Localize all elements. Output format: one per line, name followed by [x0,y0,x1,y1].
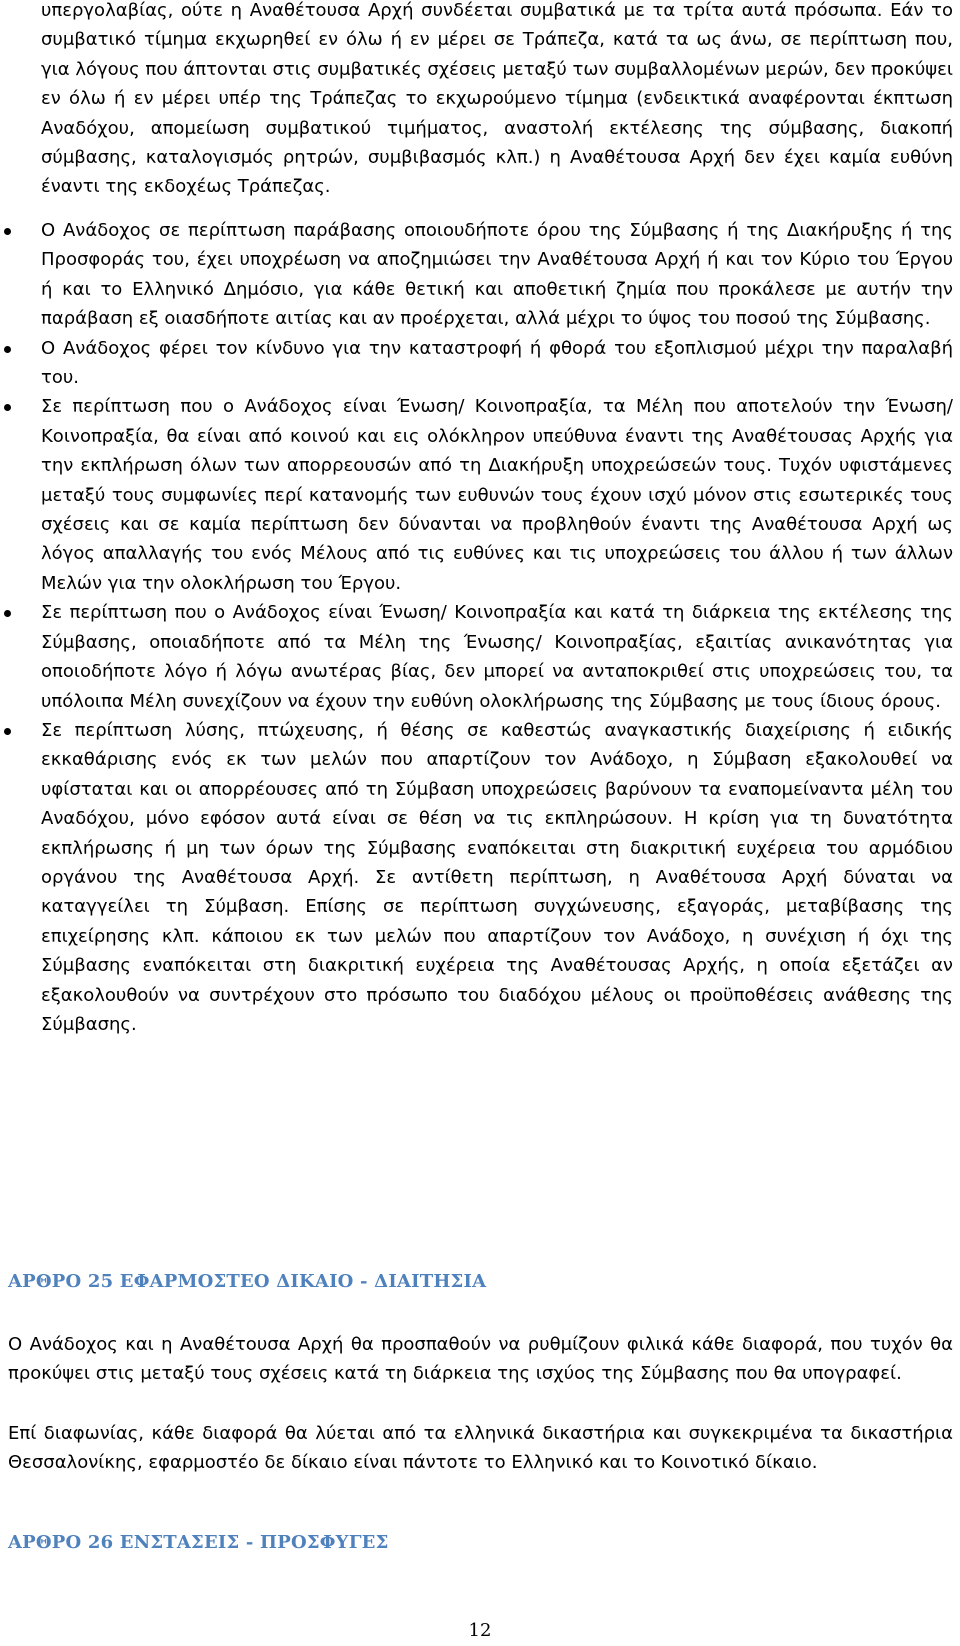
bullet-icon [4,404,11,411]
list-item [0,598,953,716]
article-26-heading: ΑΡΘΡΟ 26 ΕΝΣΤΑΣΕΙΣ - ΠΡΟΣΦΥΓΕΣ [8,1532,389,1553]
bullet-icon [4,728,11,735]
bullet-icon [4,610,11,617]
page-number: 12 [468,1620,492,1641]
list-item-text: Ο Ανάδοχος φέρει τον κίνδυνο για την καταστροφή ή φθορά του εξοπλισμού μέχρι την παραλαβή του. [41,337,953,389]
list-item [0,716,953,1039]
list-item [0,334,953,393]
continuation-paragraph: υπεργολαβίας, ούτε η Αναθέτουσα Αρχή συνδέεται συμβατικά με τα τρίτα αυτά πρόσωπα. Εάν το συμβατικό τίμημα εκχωρηθεί εν όλω ή εν μέρει σε Τράπεζα, κατά τα ως άνω, σε περίπτωση που, για λόγους που άπτονται στις συμβατικές σχέσεις μεταξύ των συμβαλλομένων μερών, δεν προκύψει εν όλω ή εν μέρει υπέρ της Τράπεζας το εκχωρούμενο τίμημα (ενδεικτικά αναφέρονται έκπτωση Αναδόχου, απομείωση συμβατικού τιμήματος, αναστολή εκτέλεσης της σύμβασης, διακοπή σύμβασης, καταλογισμός ρητρών, συμβιβασμός κλπ.) η Αναθέτουσα Αρχή δεν έχει καμία ευθύνη έναντι της εκδοχέως Τράπεζας. [41,0,953,198]
article-25-heading: ΑΡΘΡΟ 25 ΕΦΑΡΜΟΣΤΕΟ ΔΙΚΑΙΟ - ΔΙΑΙΤΗΣΙΑ [8,1271,487,1292]
list-item-text: Ο Ανάδοχος σε περίπτωση παράβασης οποιουδήποτε όρου της Σύμβασης ή της Διακήρυξης ή της Προσφοράς του, έχει υποχρέωση να αποζημιώσει την Αναθέτουσα Αρχή ή και τον Κύριο του Έργου ή και το Ελληνικό Δημόσιο, για κάθε θετική και αποθετική ζημία που προκάλεσε με αυτήν την παράβαση εξ οιασδήποτε αιτίας και αν προέρχεται, αλλά μέχρι το ύψος του ποσού της Σύμβασης. [41,220,953,330]
list-item [0,216,953,334]
obligations-list [0,216,960,1039]
bullet-icon [4,346,11,353]
list-item [0,392,953,598]
article-25-paragraph-2: Επί διαφωνίας, κάθε διαφορά θα λύεται από τα ελληνικά δικαστήρια και συγκεκριμένα τα δικαστήρια Θεσσαλονίκης, εφαρμοστέο δε δίκαιο είναι πάντοτε το Ελληνικό και το Κοινοτικό δίκαιο. [8,1423,953,1474]
article-25-paragraph-1: Ο Ανάδοχος και η Αναθέτουσα Αρχή θα προσπαθούν να ρυθμίζουν φιλικά κάθε διαφορά, που τυχόν θα προκύψει στις μεταξύ τους σχέσεις κατά τη διάρκεια της ισχύος της Σύμβασης που θα υπογραφεί. [8,1334,953,1385]
list-item-text: Σε περίπτωση λύσης, πτώχευσης, ή θέσης σε καθεστώς αναγκαστικής διαχείρισης ή ειδικής εκκαθάρισης ενός εκ των μελών που απαρτίζουν τον Ανάδοχο, η Σύμβαση εξακολουθεί να υφίσταται και οι απορρέουσες από τη Σύμβαση υποχρεώσεις βαρύνουν τα εναπομείναντα μέλη του Αναδόχου, μόνο εφόσον αυτά είναι σε θέση να τις εκπληρώσουν. Η κρίση για τη δυνατότητα εκπλήρωσης ή μη των όρων της Σύμβασης εναπόκειται στη διακριτική ευχέρεια του αρμόδιου οργάνου της Αναθέτουσα Αρχή. Σε αντίθετη περίπτωση, η Αναθέτουσα Αρχή δύναται να καταγγείλει τη Σύμβαση. Επίσης σε περίπτωση συγχώνευσης, εξαγοράς, μεταβίβασης της επιχείρησης κλπ. κάποιου εκ των μελών που απαρτίζουν τον Ανάδοχο, η συνέχιση ή όχι της Σύμβασης εναπόκειται στη διακριτική ευχέρεια της Αναθέτουσας Αρχής, η οποία εξετάζει αν εξακολουθούν να συντρέχουν στο πρόσωπο του διαδόχου μέλους οι προϋποθέσεις ανάθεσης της Σύμβασης. [41,719,953,1035]
list-item-text: Σε περίπτωση που ο Ανάδοχος είναι Ένωση/ Κοινοπραξία και κατά τη διάρκεια της εκτέλεσης της Σύμβασης, οποιαδήποτε από τα Μέλη της Ένωσης/ Κοινοπραξίας, εξαιτίας ανικανότητας για οποιοδήποτε λόγο ή λόγω ανωτέρας βίας, δεν μπορεί να ανταποκριθεί στις υποχρεώσεις του, τα υπόλοιπα Μέλη συνεχίζουν να έχουν την ευθύνη ολοκλήρωσης της Σύμβασης με τους ίδιους όρους. [41,602,953,712]
bullet-icon [4,228,11,235]
list-item-text: Σε περίπτωση που ο Ανάδοχος είναι Ένωση/ Κοινοπραξία, τα Μέλη που αποτελούν την Ένωση/ Κοινοπραξία, θα είναι από κοινού και εις ολόκληρον υπεύθυνα έναντι της Αναθέτουσας Αρχής για την εκπλήρωση όλων των απορρεουσών από τη Διακήρυξη υποχρεώσεών τους. Τυχόν υφιστάμενες μεταξύ τους συμφωνίες περί κατανομής των ευθυνών τους έχουν ισχύ μόνον στις εσωτερικές τους σχέσεις και σε καμία περίπτωση δεν δύνανται να προβληθούν έναντι της Αναθέτουσα Αρχή ως λόγος απαλλαγής του ενός Μέλους από τις ευθύνες και τις υποχρεώσεις του άλλου ή των άλλων Μελών για την ολοκλήρωση του Έργου. [41,396,953,594]
